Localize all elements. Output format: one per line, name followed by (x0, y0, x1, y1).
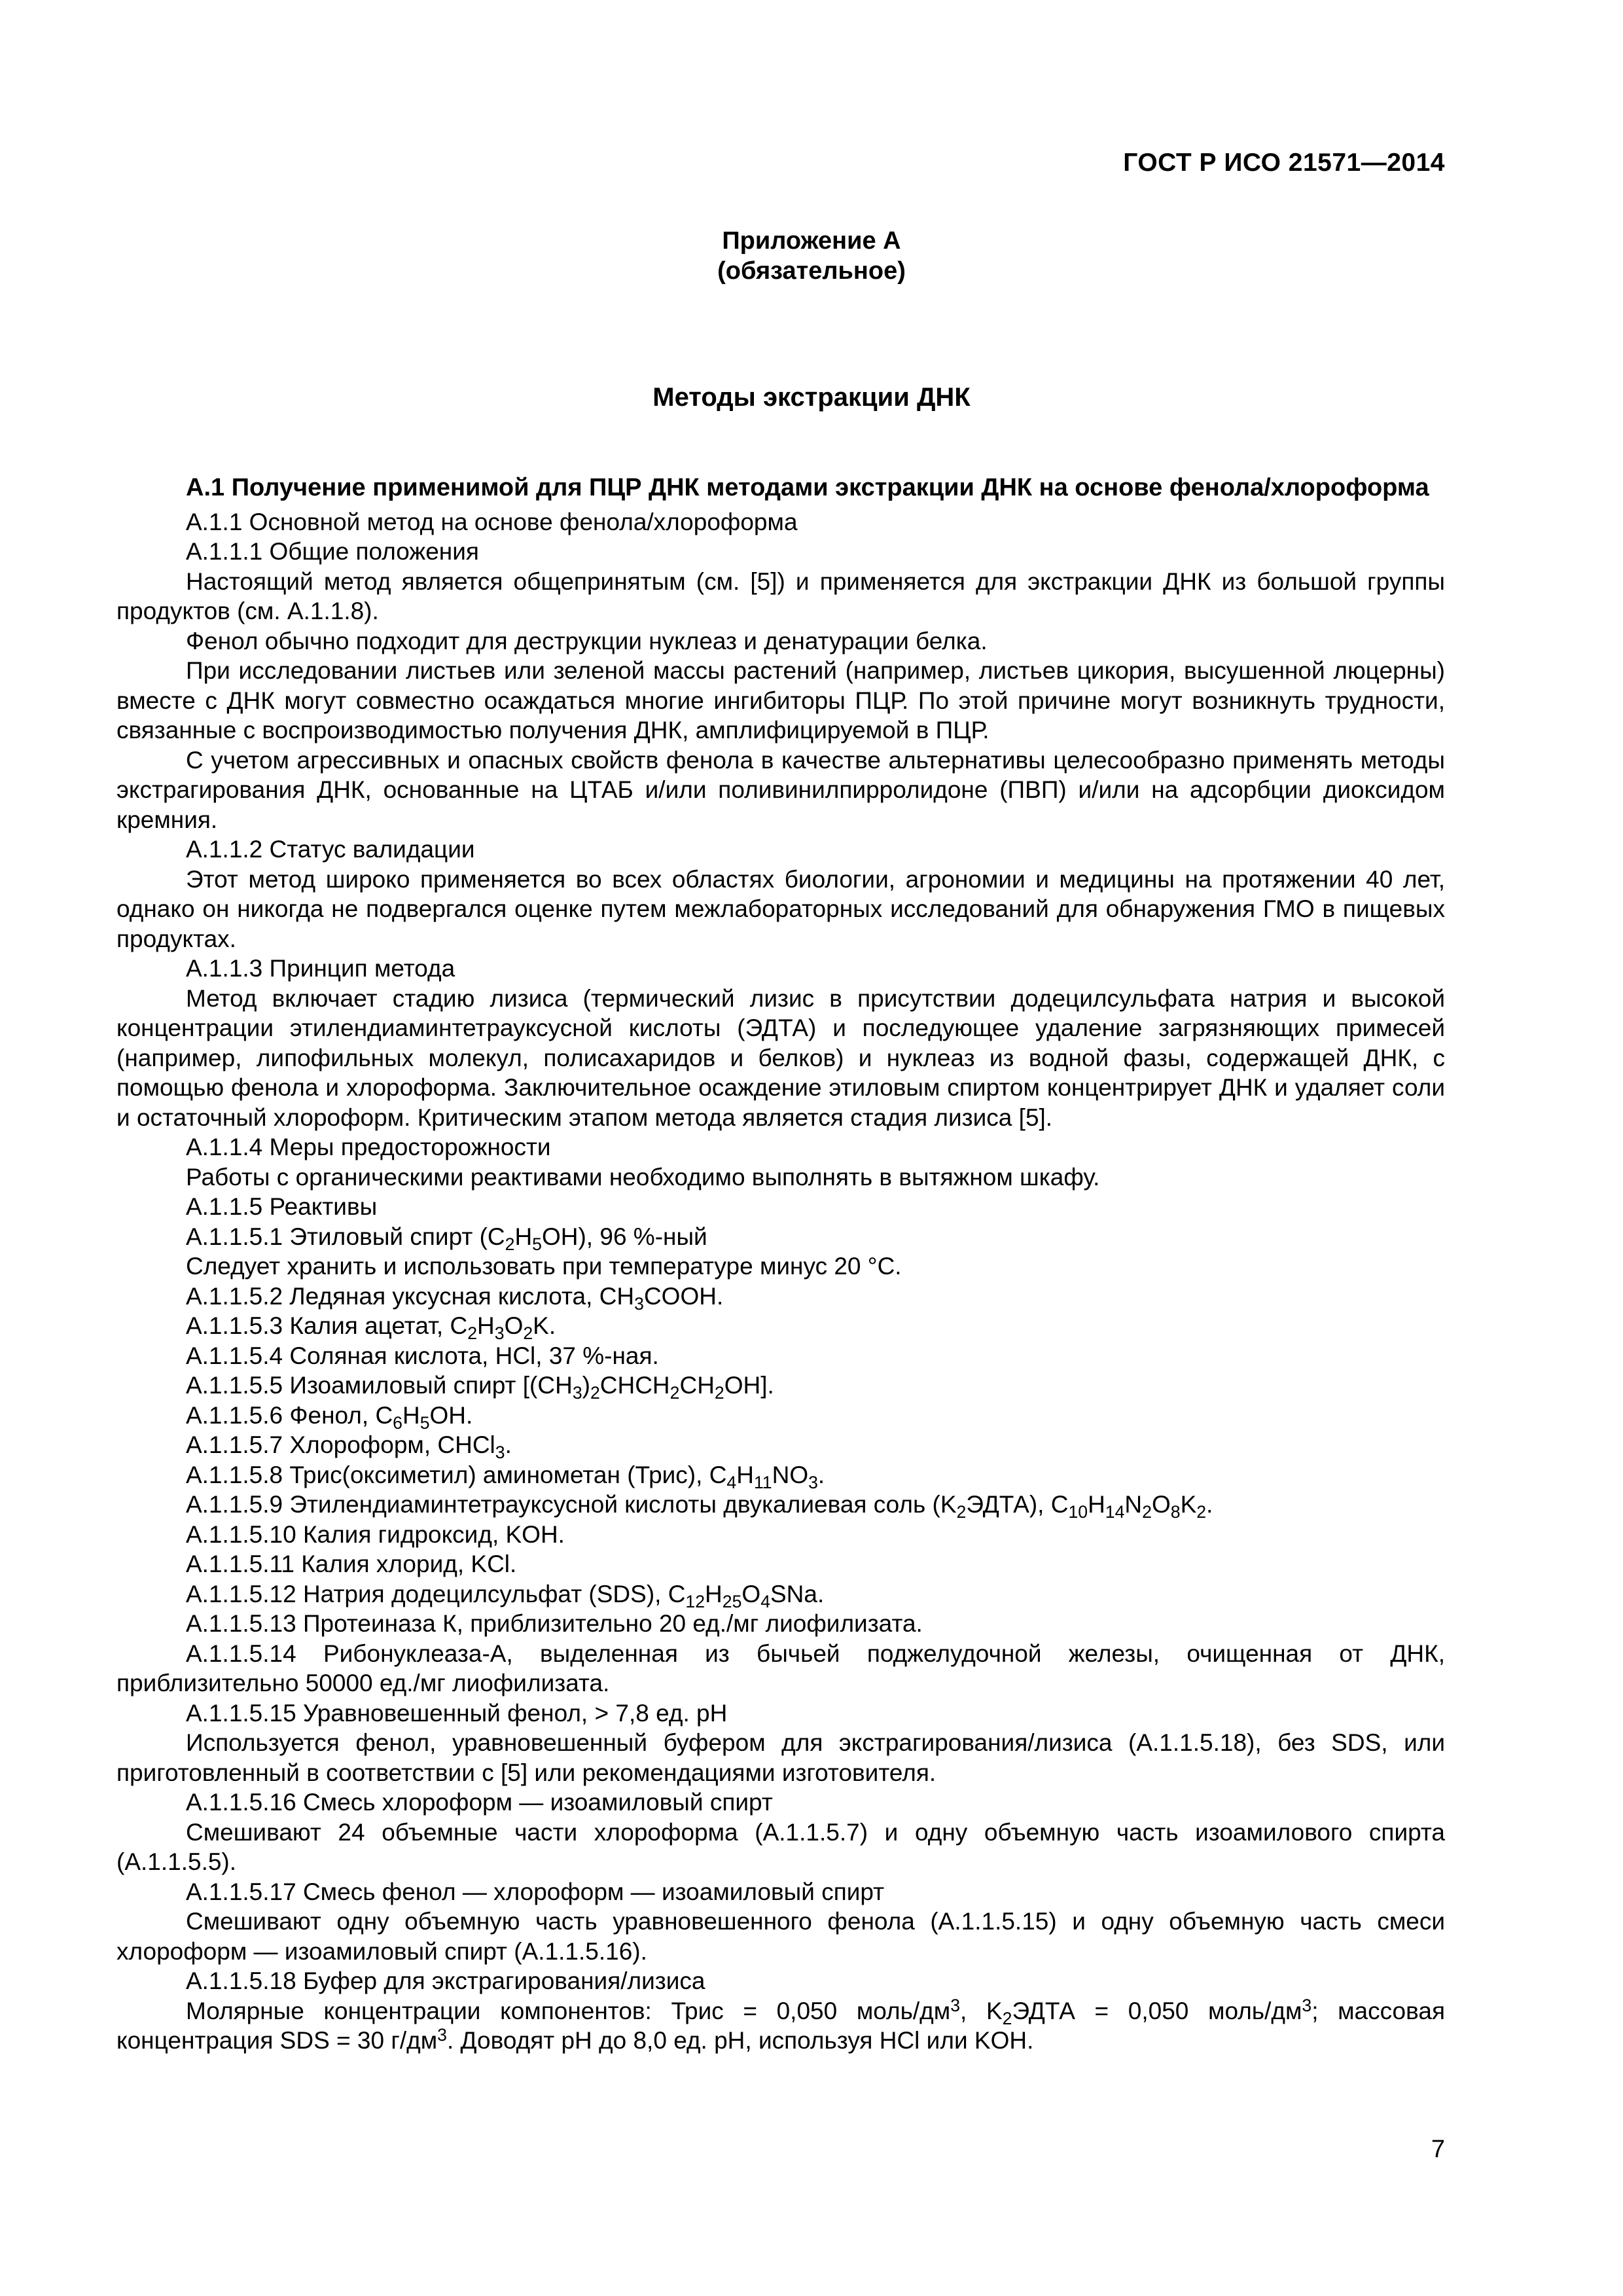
paragraph: А.1.1 Основной метод на основе фенола/хлороформа (186, 508, 798, 535)
reagent-ethanol: А.1.1.5.1 Этиловый спирт $(C_2H_5OH)$, 96 %-ный (186, 1223, 707, 1254)
reagent-potassium-acetate: А.1.1.5.3 Калия ацетат, $C_2H_3O_2K$. (186, 1312, 556, 1343)
reagent-edta: А.1.1.5.9 Этилендиаминтетрауксусной кислоты двукалиевая соль $(K_2ЭДТА)$, $C_{10}H_{14}N_2O_8K_2$. (186, 1491, 1213, 1522)
paragraph: Смешивают одну объемную часть уравновешенного фенола (А.1.1.5.15) и одну объемную часть смеси хлороформ — изоамиловый спирт (А.1.1.5.16). (116, 1908, 1445, 1965)
paragraph: Настоящий метод является общепринятым (см. [5]) и применяется для экстракции ДНК из большой группы продуктов (см. А.1.1.8). (116, 567, 1445, 624)
paragraph: А.1.1.5 Реактивы (186, 1193, 378, 1220)
reagent-isoamyl-alcohol: А.1.1.5.5 Изоамиловый спирт $[(CH_3)_2CHCH_2CH_2OH]$. (186, 1372, 774, 1403)
page-title: Методы экстракции ДНК (652, 383, 971, 412)
paragraph: Смешивают 24 объемные части хлороформа (А.1.1.5.7) и одну объемную часть изоамилового спирта (А.1.1.5.5). (116, 1818, 1445, 1875)
paragraph: Используется фенол, уравновешенный буфером для экстрагирования/лизиса (А.1.1.5.18), без SDS, или приготовленный в соответствии с [5] или рекомендациями изготовителя. (116, 1729, 1445, 1786)
paragraph: При исследовании листьев или зеленой массы растений (например, листьев цикория, высушенной люцерны) вместе с ДНК могут совместно осаждаться многие ингибиторы ПЦР. По этой причине могут возникнуть трудности, связанные с воспроизводимостью получения ДНК, амплифицируемой в ПЦР. (116, 657, 1445, 744)
paragraph: А.1.1.2 Статус валидации (186, 836, 475, 863)
reagent-sds: А.1.1.5.12 Натрия додецилсульфат (SDS), $C_{12}H_{25}O_4SNa$. (186, 1580, 825, 1611)
paragraph: А.1.1.5.17 Смесь фенол — хлороформ — изоамиловый спирт (186, 1878, 885, 1905)
paragraph: А.1.1.5.14 Рибонуклеаза-А, выделенная из бычьей поджелудочной железы, очищенная от ДНК, приблизительно 50000 ед./мг лиофилизата. (116, 1640, 1445, 1696)
document-body (116, 473, 1445, 2056)
paragraph: А.1.1.5.16 Смесь хлороформ — изоамиловый спирт (186, 1789, 773, 1816)
buffer-concentrations: Молярные концентрации компонентов: Трис = 0,050 моль/$дм^3$, $K_2ЭДТА = 0,050$ моль/$дм^3$; массовая концентрация SDS = 30 $г/дм^3$. Доводят рН до 8,0 ед. рН, используя HCl или KOH. (116, 1995, 1445, 2054)
page-number: 7 (1431, 2136, 1445, 2163)
standard-designation: ГОСТ Р ИСО 21571—2014 (1123, 149, 1445, 177)
reagent-phenol: А.1.1.5.6 Фенол, $C_6H_5OH$. (186, 1401, 473, 1433)
paragraph: Следует хранить и использовать при температуре минус 20 °С. (186, 1253, 902, 1280)
paragraph: Работы с органическими реактивами необходимо выполнять в вытяжном шкафу. (186, 1163, 1100, 1191)
paragraph: С учетом агрессивных и опасных свойств фенола в качестве альтернативы целесообразно применять методы экстрагирования ДНК, основанные на ЦТАБ и/или поливинилпирролидоне (ПВП) и/или на адсорбции диоксидом кремния. (116, 746, 1445, 833)
paragraph: Фенол обычно подходит для деструкции нуклеаз и денатурации белка. (186, 627, 988, 655)
paragraph: А.1.1.5.11 Калия хлорид, KCl. (186, 1551, 517, 1577)
reagent-tris: А.1.1.5.8 Трис(оксиметил) аминометан (Трис), $C_4H_{11}NO_3$. (186, 1461, 825, 1492)
paragraph: Метод включает стадию лизиса (термический лизис в присутствии додецилсульфата натрия и высокой концентрации этилендиаминтетрауксусной кислоты (ЭДТА) и последующее удаление загрязняющих примесей (например, липофильных молекул, полисахаридов и белков) и нуклеаз из водной фазы, содержащей ДНК, с помощью фенола и хлороформа. Заключительное осаждение этиловым спиртом концентрирует ДНК и удаляет соли и остаточный хлороформ. Критическим этапом метода является стадия лизиса [5]. (116, 984, 1445, 1131)
paragraph: А.1.1.5.13 Протеиназа К, приблизительно 20 ед./мг лиофилизата. (186, 1610, 923, 1637)
annex-status: (обязательное) (717, 257, 906, 285)
paragraph: А.1.1.4 Меры предосторожности (186, 1134, 551, 1160)
annex-label: Приложение А (722, 227, 901, 255)
paragraph: Этот метод широко применяется во всех областях биологии, агрономии и медицины на протяжении 40 лет, однако он никогда не подвергался оценке путем межлабораторных исследований для обнаружения ГМО в пищевых продуктах. (116, 865, 1445, 952)
paragraph: А.1.1.5.18 Буфер для экстрагирования/лизиса (186, 1967, 705, 1994)
section-heading: А.1 Получение применимой для ПЦР ДНК методами экстракции ДНК на основе фенола/хлороформа (186, 474, 1429, 501)
reagent-acetic-acid: А.1.1.5.2 Ледяная уксусная кислота, $CH_3COOH$. (186, 1282, 724, 1314)
paragraph: А.1.1.1 Общие положения (186, 538, 479, 565)
reagent-chloroform: А.1.1.5.7 Хлороформ, CHCl$_3$. (186, 1431, 512, 1462)
paragraph: А.1.1.5.4 Соляная кислота, HCl, 37 %-ная. (186, 1342, 659, 1369)
paragraph: А.1.1.3 Принцип метода (186, 955, 455, 982)
annex-header (0, 226, 1623, 286)
paragraph: А.1.1.5.15 Уравновешенный фенол, > 7,8 ед. рН (186, 1699, 728, 1727)
paragraph: А.1.1.5.10 Калия гидроксид, KOH. (186, 1520, 565, 1548)
